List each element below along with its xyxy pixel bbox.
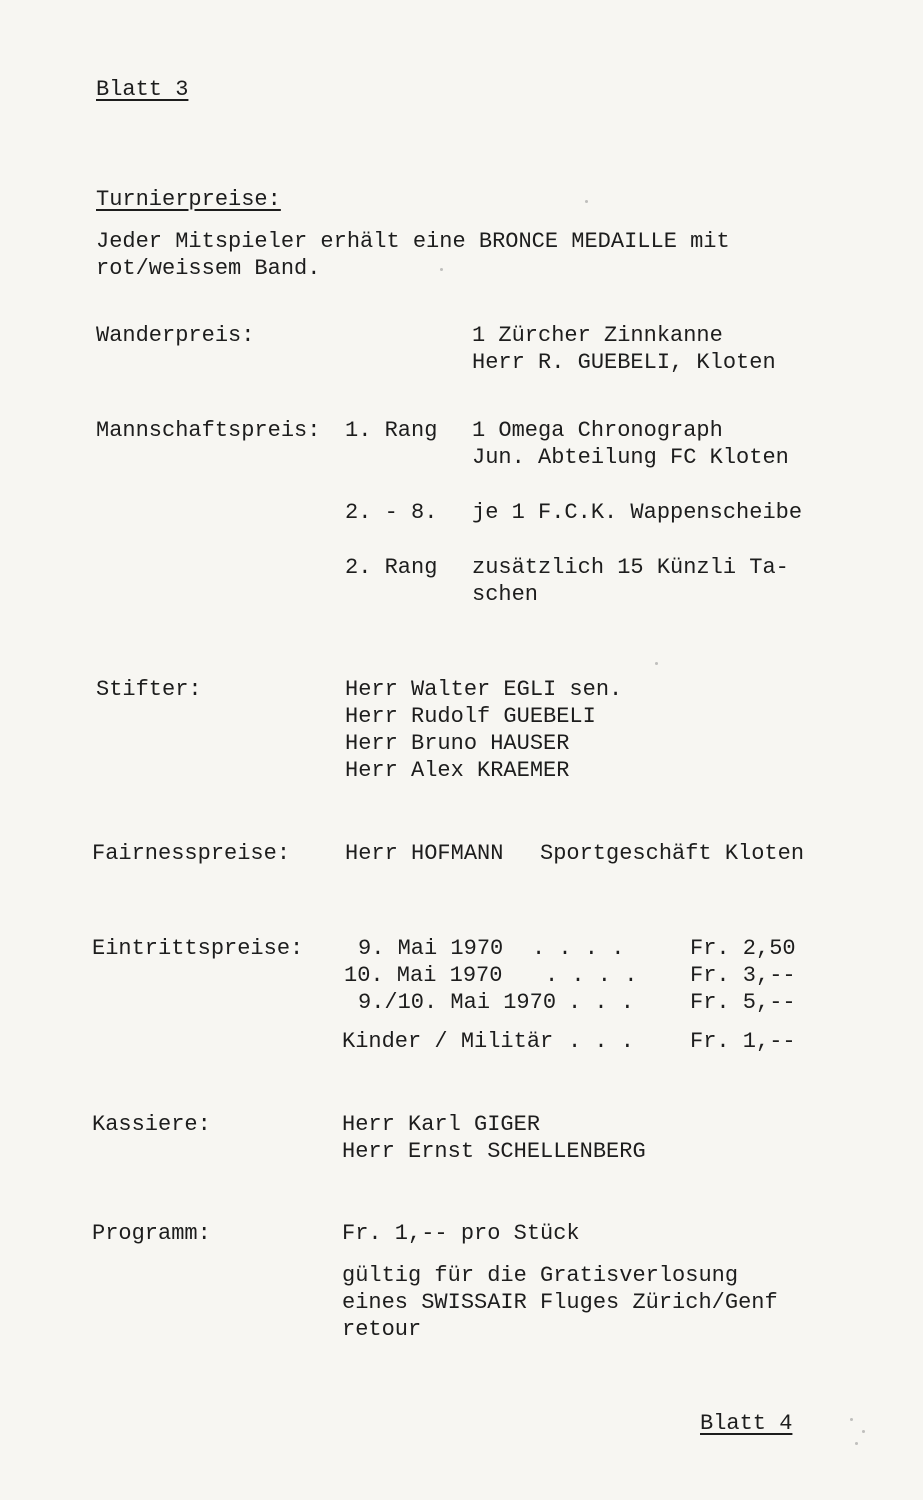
mannschaftspreis-rank-2: 2. - 8. [345, 500, 438, 525]
eintrittspreise-label: Eintrittspreise: [92, 936, 304, 961]
mannschaftspreis-prize-3-line1: zusätzlich 15 Künzli Ta- [472, 555, 789, 580]
paper-speck [655, 662, 658, 665]
wanderpreis-line1: 1 Zürcher Zinnkanne [472, 323, 723, 348]
eintrittspreise-date: Kinder / Militär [342, 1029, 554, 1054]
paper-speck [850, 1418, 853, 1421]
kassiere-name: Herr Ernst SCHELLENBERG [342, 1139, 646, 1164]
fairnesspreise-business: Sportgeschäft Kloten [540, 841, 805, 866]
wanderpreis-label: Wanderpreis: [96, 323, 255, 348]
eintrittspreise-dots: . . . [568, 990, 635, 1015]
eintrittspreise-date: 9. Mai 1970 [358, 936, 504, 961]
paper-speck [855, 1442, 858, 1445]
kassiere-label: Kassiere: [92, 1112, 211, 1137]
stifter-label: Stifter: [96, 677, 202, 702]
fairnesspreise-label: Fairnesspreise: [92, 841, 291, 866]
mannschaftspreis-prize-1-line1: 1 Omega Chronograph [472, 418, 723, 443]
stifter-name: Herr Walter EGLI sen. [345, 677, 623, 702]
eintrittspreise-price: Fr. 1,-- [690, 1029, 796, 1054]
stifter-name: Herr Bruno HAUSER [345, 731, 570, 756]
stifter-name: Herr Rudolf GUEBELI [345, 704, 596, 729]
fairnesspreise-name: Herr HOFMANN [345, 841, 504, 866]
mannschaftspreis-prize-1-line2: Jun. Abteilung FC Kloten [472, 445, 789, 470]
eintrittspreise-price: Fr. 3,-- [690, 963, 796, 988]
turnierpreise-text-line1: Jeder Mitspieler erhält eine BRONCE MEDAILLE mit [96, 229, 730, 254]
programm-note-line3: retour [342, 1317, 422, 1342]
wanderpreis-line2: Herr R. GUEBELI, Kloten [472, 350, 776, 375]
mannschaftspreis-rank-1: 1. Rang [345, 418, 438, 443]
paper-speck [585, 200, 588, 203]
next-page-label: Blatt 4 [700, 1411, 793, 1436]
paper-speck [862, 1430, 865, 1433]
eintrittspreise-dots: . . . . [532, 936, 625, 961]
programm-note-line1: gültig für die Gratisverlosung [342, 1263, 739, 1288]
eintrittspreise-date: 9./10. Mai 1970 [358, 990, 557, 1015]
eintrittspreise-price: Fr. 2,50 [690, 936, 796, 961]
paper-speck [440, 268, 443, 271]
mannschaftspreis-prize-3-line2: schen [472, 582, 539, 607]
turnierpreise-heading: Turnierpreise: [96, 187, 281, 212]
kassiere-name: Herr Karl GIGER [342, 1112, 541, 1137]
programm-price: Fr. 1,-- pro Stück [342, 1221, 580, 1246]
mannschaftspreis-label: Mannschaftspreis: [96, 418, 321, 443]
eintrittspreise-date: 10. Mai 1970 [344, 963, 503, 988]
stifter-name: Herr Alex KRAEMER [345, 758, 570, 783]
page-label: Blatt 3 [96, 77, 189, 102]
turnierpreise-text-line2: rot/weissem Band. [96, 256, 321, 281]
mannschaftspreis-rank-3: 2. Rang [345, 555, 438, 580]
eintrittspreise-price: Fr. 5,-- [690, 990, 796, 1015]
eintrittspreise-dots: . . . [568, 1029, 635, 1054]
eintrittspreise-dots: . . . . [545, 963, 638, 988]
programm-note-line2: eines SWISSAIR Fluges Zürich/Genf [342, 1290, 778, 1315]
programm-label: Programm: [92, 1221, 211, 1246]
mannschaftspreis-prize-2-line1: je 1 F.C.K. Wappenscheibe [472, 500, 803, 525]
